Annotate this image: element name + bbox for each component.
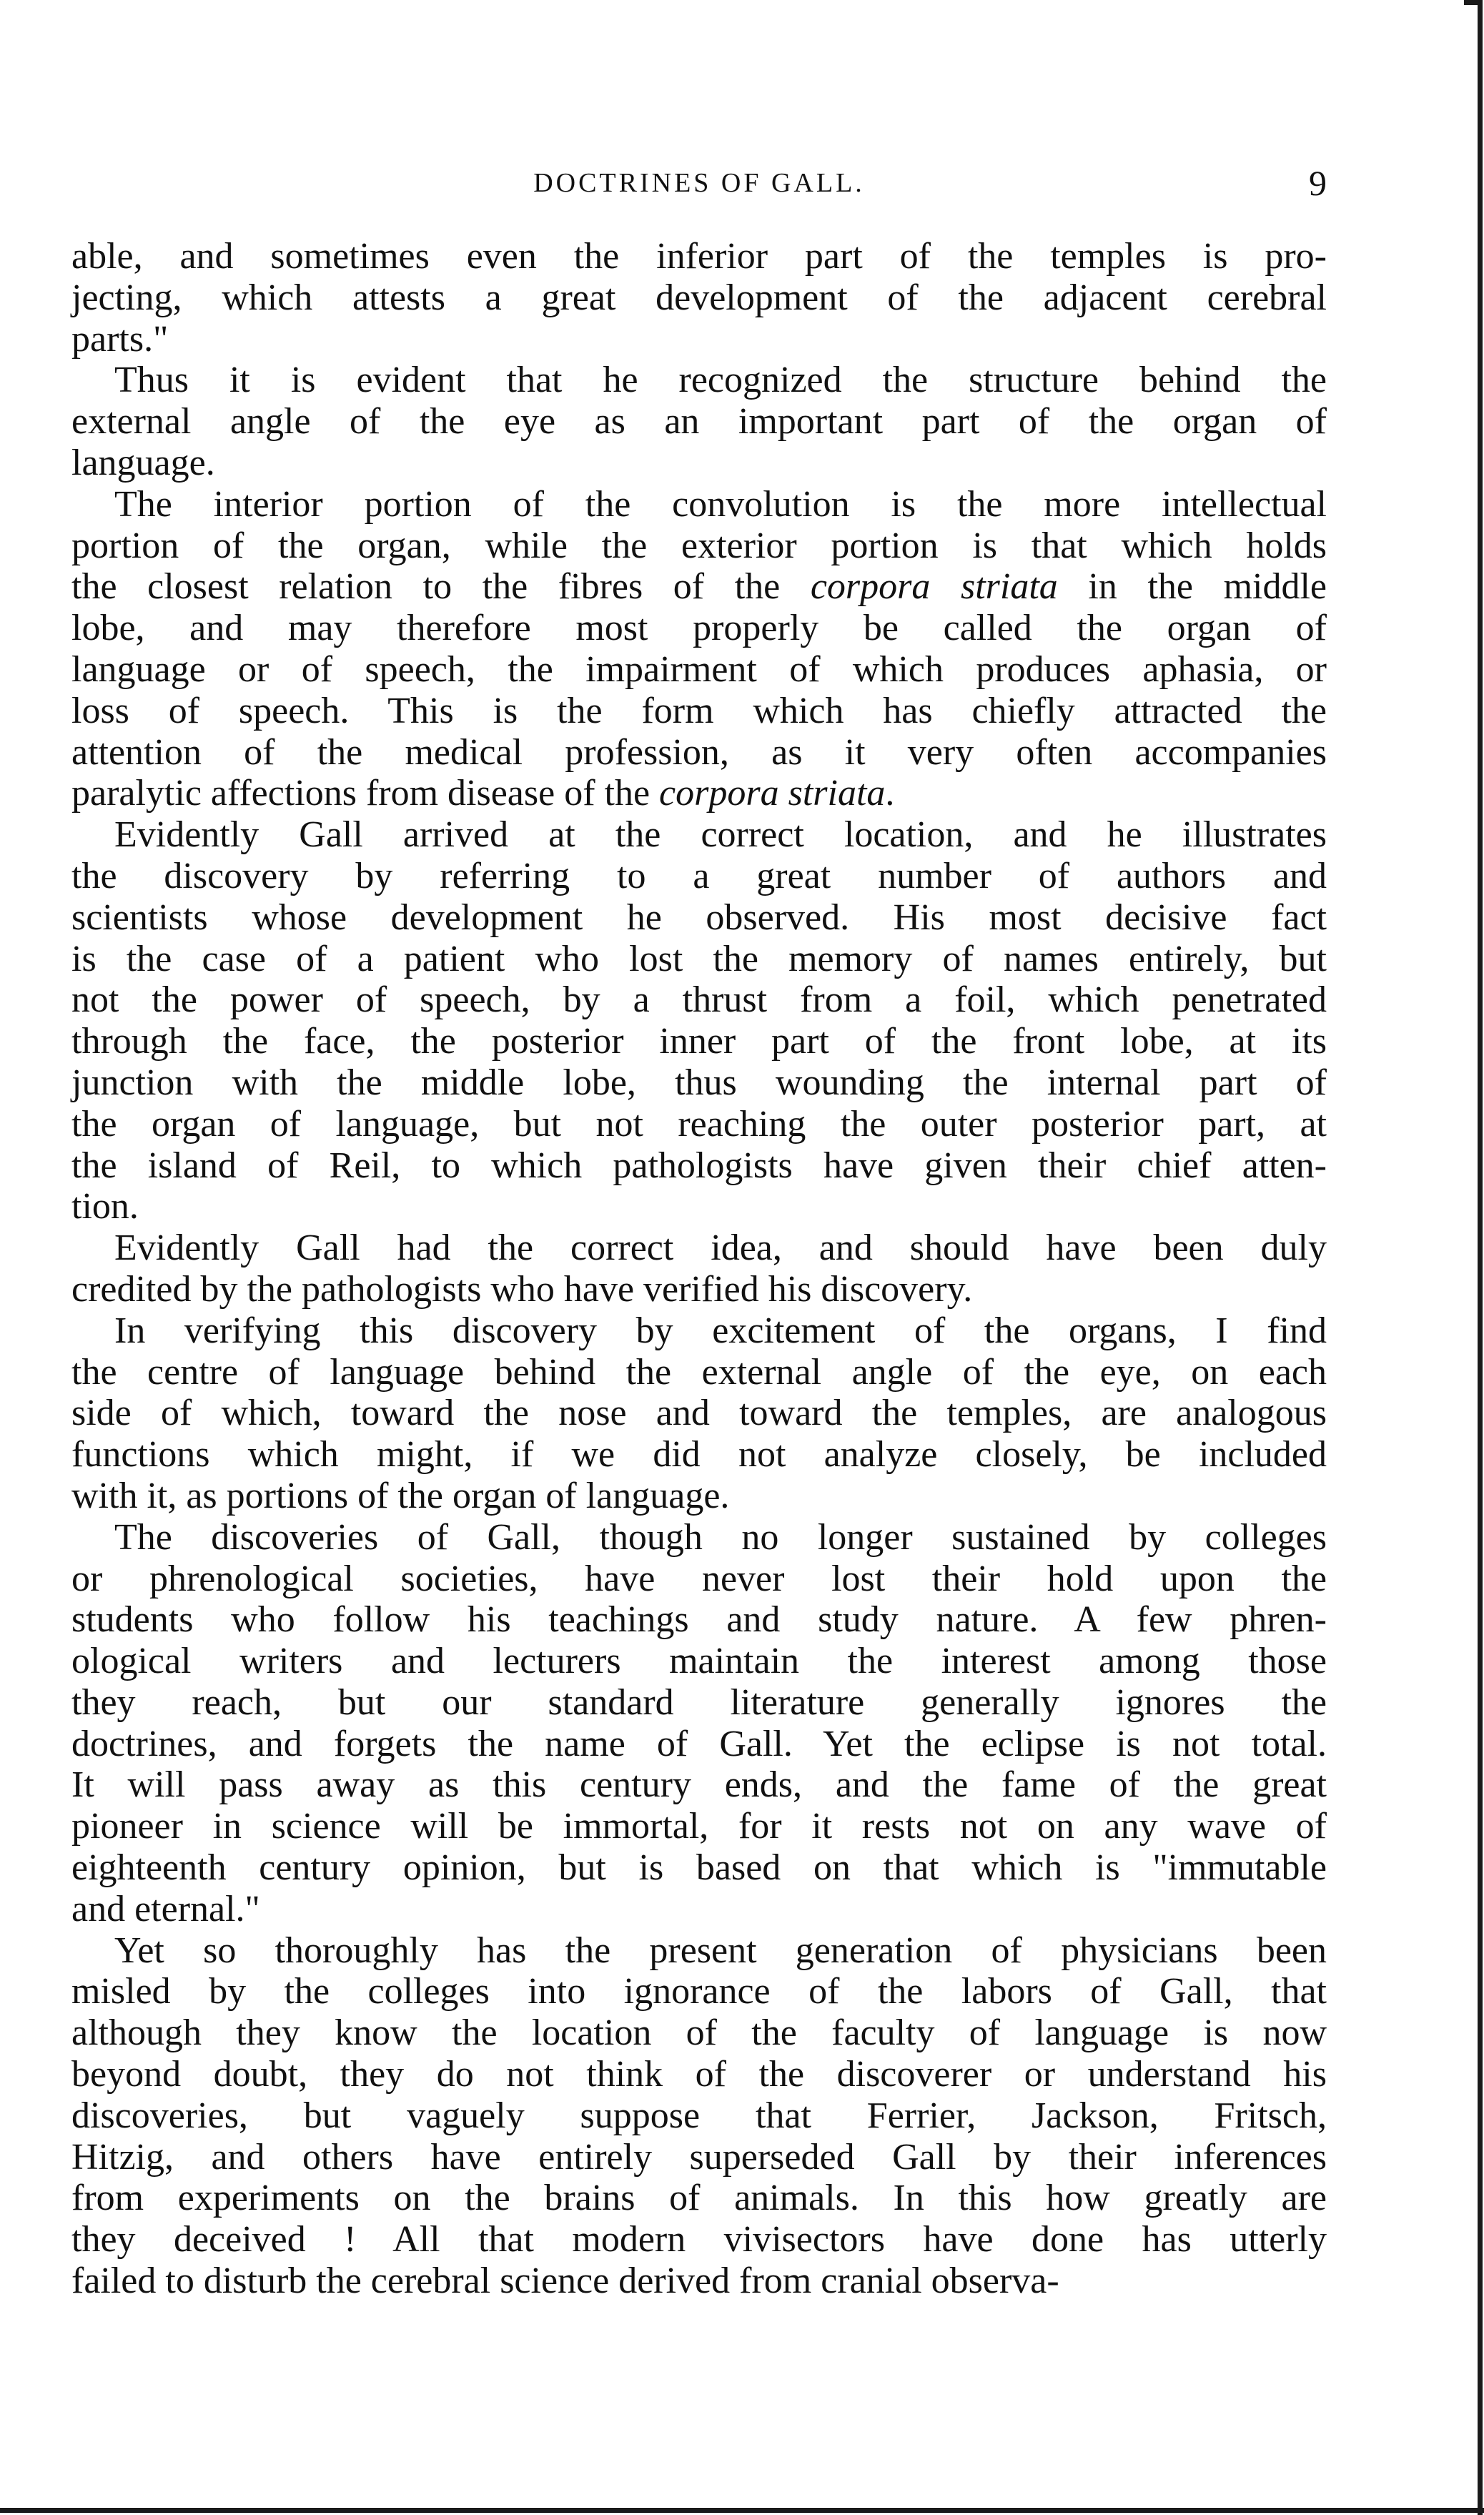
text-line: they reach, but our standard literature generally ignores the <box>71 1681 1327 1723</box>
text-line: the closest relation to the fibres of the corpora striata in the middle <box>71 566 1327 608</box>
text-line: the discovery by referring to a great number of authors and <box>71 855 1327 896</box>
text-line: In verifying this discovery by excitement of the organs, I find <box>114 1310 1327 1351</box>
text-line: Yet so thoroughly has the present generation of physicians been <box>114 1930 1327 1971</box>
text-line: portion of the organ, while the exterior portion is that which holds <box>71 525 1327 566</box>
text-line: tion. <box>71 1186 139 1227</box>
text-line: junction with the middle lobe, thus wounding the internal part of <box>71 1062 1327 1103</box>
text-line: and eternal." <box>71 1888 260 1930</box>
page-number: 9 <box>1309 163 1327 203</box>
page-edge-bottom <box>0 2508 1484 2513</box>
paragraph <box>71 1227 1327 1310</box>
text-line: doctrines, and forgets the name of Gall. Yet the eclipse is not total. <box>71 1723 1327 1764</box>
paragraph <box>71 1517 1327 1930</box>
text-line: Evidently Gall arrived at the correct location, and he illustrates <box>114 814 1327 856</box>
text-line: the centre of language behind the external angle of the eye, on each <box>71 1351 1327 1393</box>
text-line: from experiments on the brains of animals. In this how greatly are <box>71 2178 1327 2219</box>
text-line: jecting, which attests a great development of the adjacent cerebral <box>71 277 1327 318</box>
text-line: is the case of a patient who lost the memory of names entirely, but <box>71 938 1327 979</box>
text-line: the organ of language, but not reaching the outer posterior part, at <box>71 1103 1327 1145</box>
text-line: The interior portion of the convolution is the more intellectual <box>114 483 1327 525</box>
text-line: credited by the pathologists who have verified his discovery. <box>71 1268 973 1310</box>
text-line: side of which, toward the nose and toward the temples, are analogous <box>71 1393 1327 1434</box>
text-line: through the face, the posterior inner part of the front lobe, at its <box>71 1021 1327 1062</box>
text-line: language. <box>71 442 215 483</box>
text-line: functions which might, if we did not analyze closely, be included <box>71 1434 1327 1476</box>
text-line: paralytic affections from disease of the corpora striata. <box>71 773 895 814</box>
text-line: not the power of speech, by a thrust from a foil, which penetrated <box>71 979 1327 1021</box>
text-line: pioneer in science will be immortal, for it rests not on any wave of <box>71 1806 1327 1847</box>
text-line: attention of the medical profession, as it very often accompanies <box>71 731 1327 773</box>
text-line: misled by the colleges into ignorance of the labors of Gall, that <box>71 1971 1327 2012</box>
text-line: students who follow his teachings and study nature. A few phren- <box>71 1599 1327 1641</box>
text-line: they deceived ! All that modern vivisectors have done has utterly <box>71 2219 1327 2260</box>
text-line: lobe, and may therefore most properly be called the organ of <box>71 608 1327 649</box>
text-line: or phrenological societies, have never lost their hold upon the <box>71 1558 1327 1599</box>
text-line: the island of Reil, to which pathologists have given their chief atten- <box>71 1145 1327 1186</box>
text-line: although they know the location of the faculty of language is now <box>71 2012 1327 2054</box>
paragraph <box>71 1930 1327 2302</box>
text-line: external angle of the eye as an important part of the organ of <box>71 401 1327 443</box>
page-corner-mark <box>1464 0 1483 5</box>
text-line: It will pass away as this century ends, and the fame of the great <box>71 1764 1327 1806</box>
paragraph <box>71 1310 1327 1517</box>
text-line: beyond doubt, they do not think of the discoverer or understand his <box>71 2054 1327 2095</box>
text-line: language or of speech, the impairment of which produces aphasia, or <box>71 648 1327 690</box>
body-text <box>71 236 1327 2302</box>
text-line: Evidently Gall had the correct idea, and should have been duly <box>114 1227 1327 1269</box>
paragraph <box>71 814 1327 1227</box>
paragraph <box>71 360 1327 483</box>
running-head: DOCTRINES OF GALL. <box>533 168 865 198</box>
text-line: Thus it is evident that he recognized the structure behind the <box>114 360 1327 401</box>
page-edge-right <box>1478 0 1483 2515</box>
text-line: able, and sometimes even the inferior part of the temples is pro- <box>71 236 1327 277</box>
text-line: The discoveries of Gall, though no longer sustained by colleges <box>114 1516 1327 1558</box>
text-line: with it, as portions of the organ of language. <box>71 1475 730 1516</box>
page-header <box>71 162 1327 204</box>
paragraph <box>71 484 1327 814</box>
text-line: discoveries, but vaguely suppose that Ferrier, Jackson, Fritsch, <box>71 2095 1327 2136</box>
text-line: eighteenth century opinion, but is based on that which is "immutable <box>71 1847 1327 1889</box>
paragraph <box>71 236 1327 360</box>
text-line: ological writers and lecturers maintain the interest among those <box>71 1641 1327 1682</box>
text-line: parts." <box>71 318 169 360</box>
text-line: Hitzig, and others have entirely superseded Gall by their inferences <box>71 2136 1327 2178</box>
text-line: failed to disturb the cerebral science derived from cranial observa- <box>71 2260 1059 2302</box>
text-line: scientists whose development he observed. His most decisive fact <box>71 896 1327 938</box>
text-line: loss of speech. This is the form which has chiefly attracted the <box>71 690 1327 731</box>
